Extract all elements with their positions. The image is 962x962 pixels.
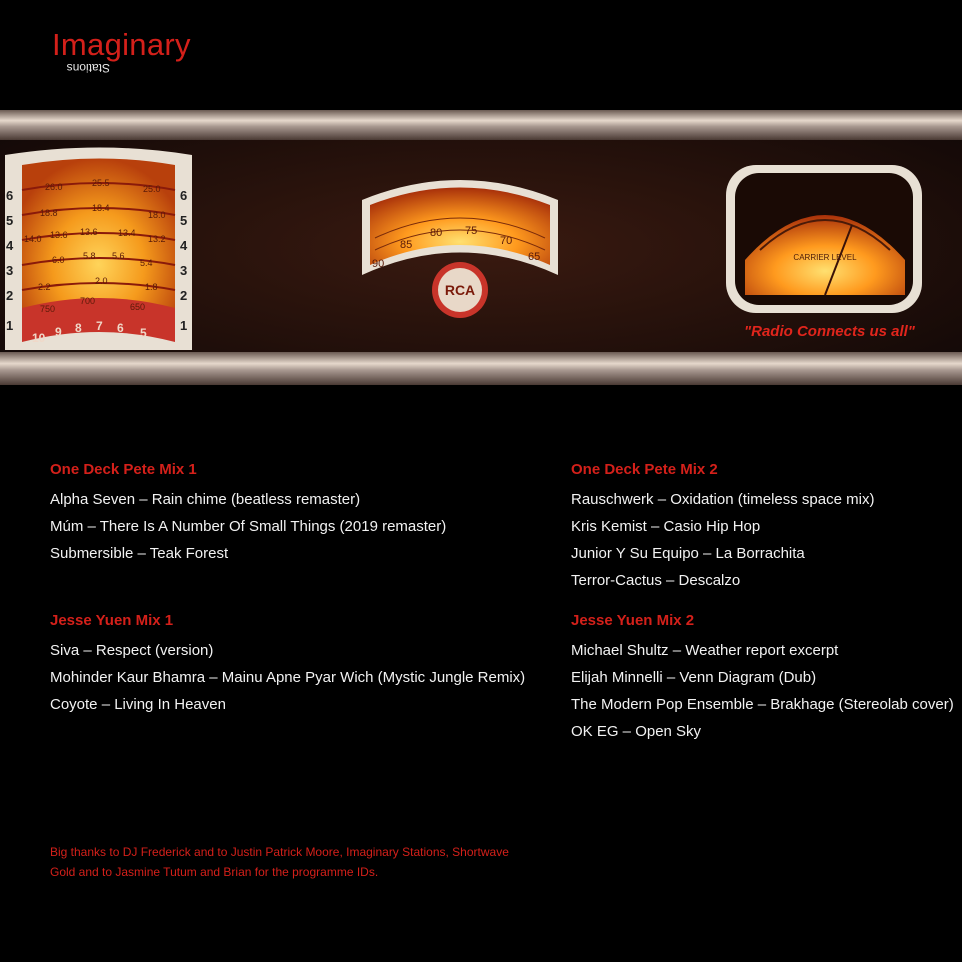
left-dial-side-number: 3 <box>180 263 188 278</box>
track-item: Alpha Seven – Rain chime (beatless remaster) <box>50 491 361 508</box>
tracklist-left-column <box>50 460 526 762</box>
left-dial-side-number: 6 <box>180 188 188 203</box>
left-dial-label: 18.8 <box>40 208 58 218</box>
center-dial-label: 85 <box>400 239 413 251</box>
left-dial-label: 5.6 <box>112 251 125 261</box>
left-dial-label: 750 <box>40 304 56 314</box>
logo-wordmark: Imaginary <box>52 27 191 62</box>
left-dial-bottom-number: 7 <box>96 319 103 333</box>
track-item: OK EG – Open Sky <box>571 723 702 740</box>
left-dial-label: 5.8 <box>83 251 96 261</box>
left-dial-label: 14.0 <box>24 234 42 244</box>
track-item: Submersible – Teak Forest <box>50 545 229 562</box>
left-dial-label: 2.2 <box>38 282 51 292</box>
left-dial-bottom-number: 6 <box>117 321 124 335</box>
mix-title: One Deck Pete Mix 2 <box>571 461 718 478</box>
bottom-chrome-rail <box>0 352 962 385</box>
center-dial-label: 70 <box>500 235 513 247</box>
left-dial-label: 2.0 <box>95 276 108 286</box>
track-item: The Modern Pop Ensemble – Brakhage (Stereolab cover) <box>571 696 954 713</box>
center-dial-label: 80 <box>430 227 443 239</box>
track-item: Junior Y Su Equipo – La Borrachita <box>571 545 805 562</box>
thanks-note: Big thanks to DJ Frederick and to Justin Patrick Moore, Imaginary Stations, Shortwave Gold and to Jasmine Tutum and Brian for the programme IDs. <box>50 845 509 879</box>
track-item: Coyote – Living In Heaven <box>50 696 226 713</box>
left-dial-label: 13.2 <box>148 234 166 244</box>
track-item: Terror-Cactus – Descalzo <box>571 572 741 589</box>
left-dial-side-number: 5 <box>180 213 188 228</box>
left-dial-side-number: 4 <box>180 238 188 253</box>
left-dial-label: 25.5 <box>92 178 110 188</box>
left-dial-label: 1.8 <box>145 282 158 292</box>
left-dial-label: 5.4 <box>140 258 153 268</box>
left-dial-label: 6.0 <box>52 255 65 265</box>
left-dial-side-number: 1 <box>6 318 14 333</box>
left-dial-label: 26.0 <box>45 182 63 192</box>
left-dial-label: 650 <box>130 302 146 312</box>
left-dial-side-number: 2 <box>6 288 14 303</box>
mix-title: Jesse Yuen Mix 2 <box>571 612 695 629</box>
left-dial-bottom-number: 10 <box>32 331 46 345</box>
left-dial-side-number: 5 <box>6 213 14 228</box>
track-item: Rauschwerk – Oxidation (timeless space mix) <box>571 491 875 508</box>
radio-dial-banner <box>0 110 962 385</box>
left-dial-bottom-number: 5 <box>140 326 147 340</box>
meter-label: CARRIER LEVEL <box>793 253 857 262</box>
track-item: Elijah Minnelli – Venn Diagram (Dub) <box>571 669 817 686</box>
track-item: Siva – Respect (version) <box>50 642 214 659</box>
mix-section <box>571 460 962 594</box>
left-dial-label: 18.0 <box>148 210 166 220</box>
mix-section <box>571 611 962 745</box>
track-item: Michael Shultz – Weather report excerpt <box>571 642 839 659</box>
tracklist-right-column <box>571 460 962 789</box>
track-item: Kris Kemist – Casio Hip Hop <box>571 518 761 535</box>
mix-section <box>50 611 526 718</box>
radio-panel-illustration <box>0 110 962 385</box>
left-dial-bottom-number: 9 <box>55 325 62 339</box>
left-dial-label: 13.6 <box>80 227 98 237</box>
tagline: "Radio Connects us all" <box>744 323 915 340</box>
mix-title: Jesse Yuen Mix 1 <box>50 612 174 629</box>
mix-title: One Deck Pete Mix 1 <box>50 461 197 478</box>
left-dial-side-number: 4 <box>6 238 14 253</box>
mix-section <box>50 460 450 567</box>
logo <box>52 28 191 74</box>
left-dial-side-number: 6 <box>6 188 14 203</box>
track-item: Múm – There Is A Number Of Small Things (2019 remaster) <box>50 518 447 535</box>
carrier-level-meter <box>726 165 922 313</box>
left-dial-side-number: 1 <box>180 318 188 333</box>
center-dial-label: 75 <box>465 225 478 237</box>
track-item: Mohinder Kaur Bhamra – Mainu Apne Pyar Wich (Mystic Jungle Remix) <box>50 669 526 686</box>
left-dial-side-number: 2 <box>180 288 188 303</box>
center-dial-label: 65 <box>528 251 541 263</box>
left-dial-side-number: 3 <box>6 263 14 278</box>
left-dial-label: 18.4 <box>92 203 110 213</box>
left-dial-label: 13.4 <box>118 228 136 238</box>
logo-subtitle: Stations <box>66 61 110 75</box>
rca-logo-text: RCA <box>444 282 476 298</box>
left-dial-label: 13.6 <box>50 230 68 240</box>
left-dial-label: 700 <box>80 296 96 306</box>
left-dial-bottom-number: 8 <box>75 321 82 335</box>
top-chrome-rail <box>0 110 962 140</box>
center-dial-label: 90 <box>372 258 385 270</box>
left-dial-label: 25.0 <box>143 184 161 194</box>
